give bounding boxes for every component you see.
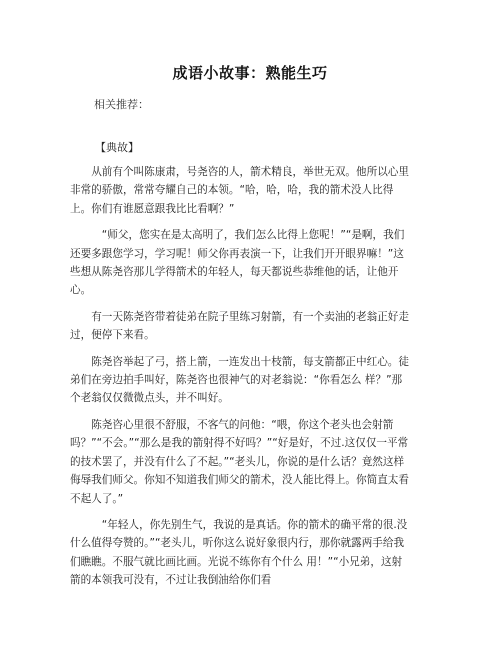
story-paragraph: 有一天陈尧咨带着徒弟在院子里练习射箭，有一个卖油的老翁正好走过，便停下来看。 bbox=[70, 310, 409, 342]
story-paragraph: 陈尧咨举起了弓，搭上箭，一连发出十枝箭，每支箭都正中红心。徒弟们在旁边拍手叫好，陈尧咨也很神气的对老翁说：“你看怎么 样？”那个老翁仅仅微微点头，并不叫好。 bbox=[70, 355, 409, 405]
page-title: 成语小故事：熟能生巧 bbox=[172, 64, 328, 82]
story-paragraph: 陈尧咨心里很不舒服，不客气的问他：“喂，你这个老头也会射箭吗？”“不会。”“那么是我的箭射得不好吗？”“好是好，不过.这仅仅一平常的技术罢了，并没有什么了不起。”“老头儿，你说的是什么话？竟然这样侮辱我们师父。你知不知道我们师父的箭术，没人能比得上。你简直太看不起人了。” bbox=[70, 418, 409, 505]
section-heading: 【典故】 bbox=[95, 141, 139, 154]
story-paragraph: “师父，您实在是太高明了，我们怎么比得上您呢！”“是啊，我们还要多跟您学习，学习呢！师父你再表演一下，让我们开开眼界嘛！”这些想从陈尧咨那儿学得箭术的年轻人，每天都说些恭维他的话，让他开心。 bbox=[70, 229, 405, 297]
story-body bbox=[70, 163, 410, 598]
story-paragraph: “年轻人，你先别生气，我说的是真话。你的箭术的确平常的很.没什么值得夸赞的。”“老头儿，听你这么说好象很内行，那你就露两手给我们瞧瞧。不服气就比画比画。光说不练你有个什么 用！”“小兄弟，这射箭的本领我可没有，不过让我倒油给你们看 bbox=[70, 518, 408, 587]
related-recommendations-label: 相关推荐： bbox=[94, 98, 149, 111]
story-paragraph: 从前有个叫陈康肃，号尧咨的人，箭术精良，举世无双。他所以心里非常的骄傲，常常夸耀自己的本领。“哈，哈，哈，我的箭术没人比得上。你们有谁愿意跟我比比看啊？” bbox=[70, 166, 409, 215]
